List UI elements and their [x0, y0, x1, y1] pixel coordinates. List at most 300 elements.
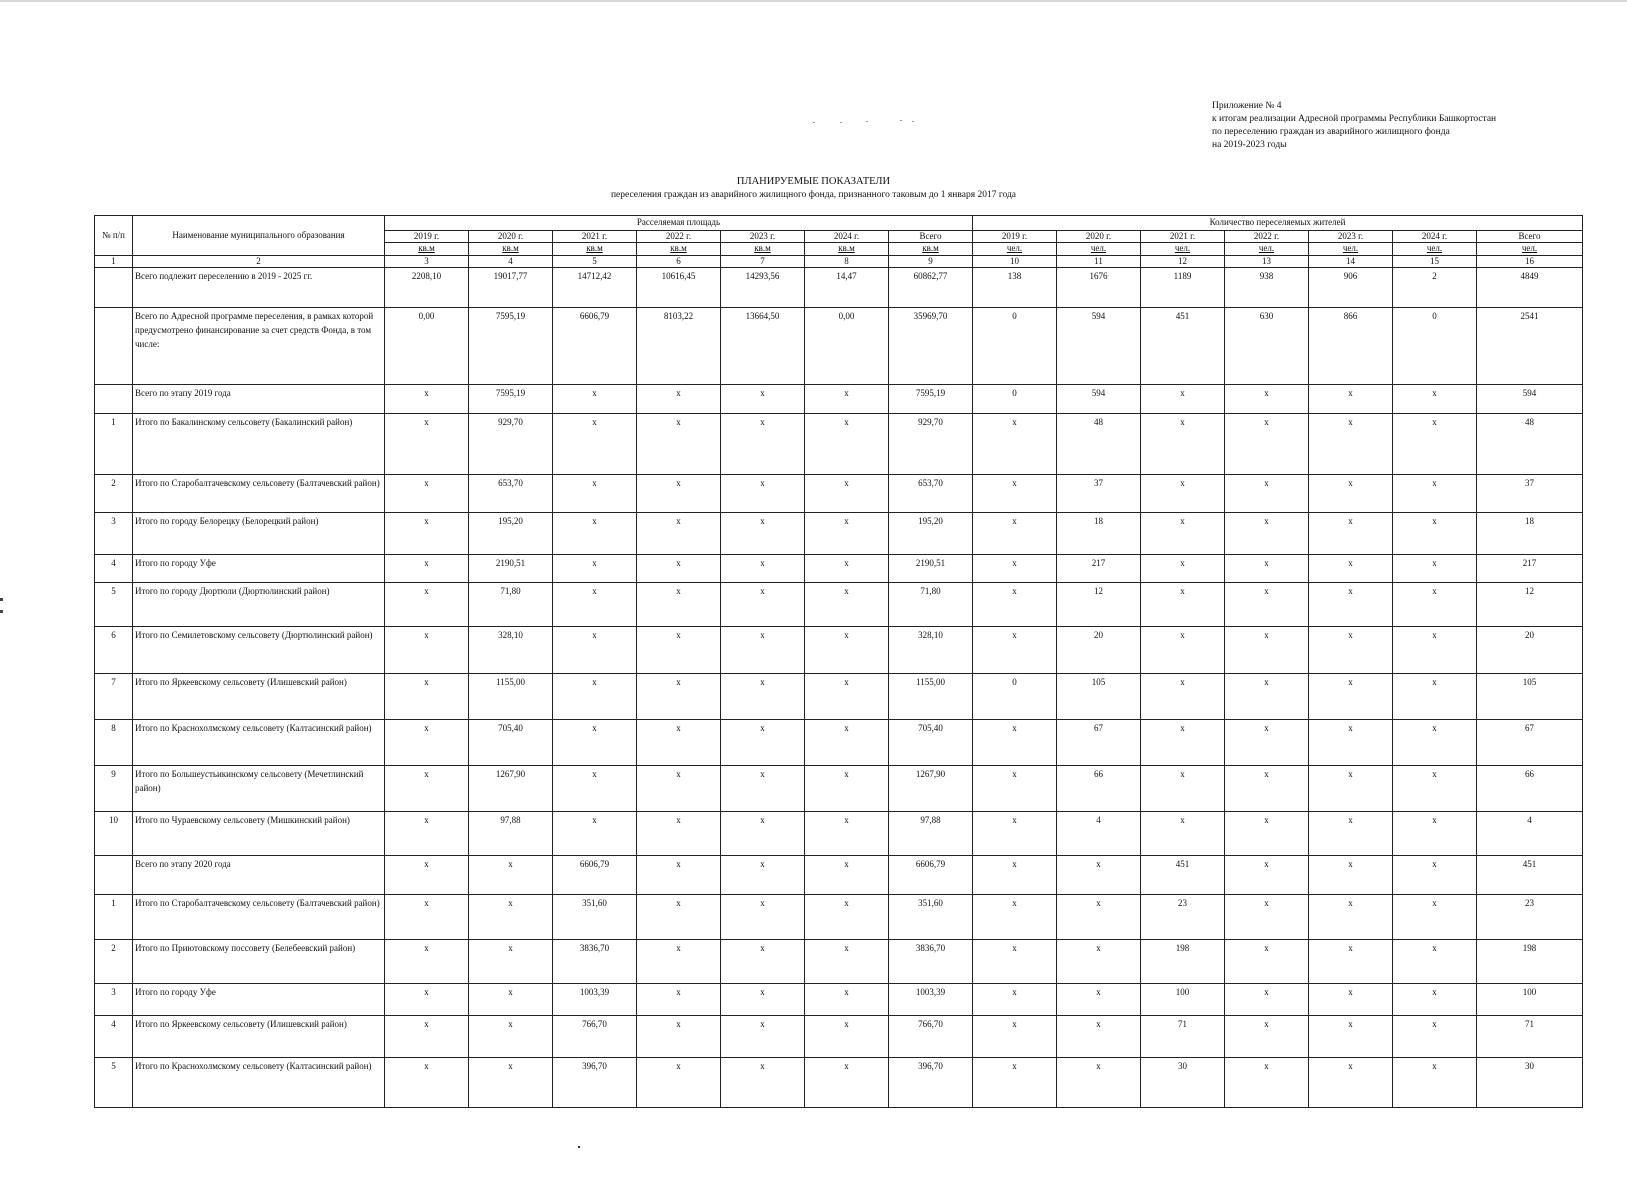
municipality-name: Всего по этапу 2019 года: [133, 384, 385, 413]
people-value-cell: 594: [1477, 384, 1583, 413]
people-value-cell: 18: [1057, 513, 1141, 555]
area-value-cell: х: [385, 765, 469, 811]
people-value-cell: 451: [1141, 307, 1225, 384]
municipality-name: Итого по Краснохолмскому сельсовету (Калтасинский район): [133, 719, 385, 765]
area-value-cell: х: [385, 474, 469, 513]
people-value-cell: 67: [1477, 719, 1583, 765]
area-unit-header: кв.м: [889, 243, 973, 256]
people-value-cell: х: [1225, 765, 1309, 811]
row-number: 2: [95, 939, 133, 983]
people-value-cell: х: [1141, 719, 1225, 765]
people-unit-header: чел.: [1141, 243, 1225, 256]
area-value-cell: х: [469, 939, 553, 983]
area-value-cell: х: [553, 474, 637, 513]
row-number: 10: [95, 811, 133, 856]
people-value-cell: х: [1309, 1057, 1393, 1107]
area-value-cell: х: [637, 474, 721, 513]
area-value-cell: х: [637, 1016, 721, 1058]
area-value-cell: х: [805, 1057, 889, 1107]
people-value-cell: х: [1057, 895, 1141, 940]
area-value-cell: х: [385, 811, 469, 856]
people-year-header: 2024 г.: [1393, 230, 1477, 243]
document-subtitle: переселения граждан из аварийного жилищного фонда, признанного таковым до 1 января 2017 года: [610, 190, 1017, 200]
area-value-cell: х: [721, 384, 805, 413]
area-value-cell: 1155,00: [469, 673, 553, 719]
area-value-cell: х: [721, 474, 805, 513]
column-number: 8: [805, 255, 889, 268]
column-number: 4: [469, 255, 553, 268]
municipality-name: Итого по Бакалинскому сельсовету (Бакалинский район): [133, 414, 385, 475]
people-value-cell: х: [973, 983, 1057, 1015]
people-value-cell: х: [1225, 384, 1309, 413]
people-value-cell: х: [1225, 554, 1309, 582]
area-value-cell: 6606,79: [553, 856, 637, 895]
people-value-cell: х: [1225, 583, 1309, 627]
people-value-cell: 1676: [1057, 268, 1141, 308]
people-value-cell: х: [1225, 513, 1309, 555]
people-value-cell: 100: [1141, 983, 1225, 1015]
area-value-cell: х: [721, 939, 805, 983]
area-value-cell: х: [637, 939, 721, 983]
people-value-cell: х: [1393, 983, 1477, 1015]
area-value-cell: х: [469, 1057, 553, 1107]
area-value-cell: х: [553, 719, 637, 765]
area-value-cell: 35969,70: [889, 307, 973, 384]
people-value-cell: 12: [1477, 583, 1583, 627]
municipality-name: Итого по Краснохолмскому сельсовету (Калтасинский район): [133, 1057, 385, 1107]
people-value-cell: х: [1057, 1057, 1141, 1107]
header-row: [95, 216, 1583, 231]
people-value-cell: 451: [1141, 856, 1225, 895]
area-value-cell: 1267,90: [889, 765, 973, 811]
appendix-line: к итогам реализации Адресной программы Республики Башкортостан: [1212, 114, 1497, 124]
people-value-cell: х: [1393, 513, 1477, 555]
area-value-cell: х: [721, 811, 805, 856]
area-year-header: 2019 г.: [385, 230, 469, 243]
area-value-cell: х: [469, 983, 553, 1015]
people-unit-header: чел.: [1057, 243, 1141, 256]
people-value-cell: х: [1141, 583, 1225, 627]
people-value-cell: 938: [1225, 268, 1309, 308]
people-value-cell: 594: [1057, 384, 1141, 413]
people-value-cell: 30: [1141, 1057, 1225, 1107]
scan-speck: [813, 122, 815, 123]
municipality-name: Итого по Яркеевскому сельсовету (Илишевский район): [133, 673, 385, 719]
municipality-name: Итого по Приютовскому поссовету (Белебеевский район): [133, 939, 385, 983]
people-year-header: 2019 г.: [973, 230, 1057, 243]
area-value-cell: х: [805, 765, 889, 811]
area-value-cell: х: [637, 554, 721, 582]
people-value-cell: 1189: [1141, 268, 1225, 308]
people-value-cell: х: [1225, 939, 1309, 983]
row-number: 4: [95, 554, 133, 582]
people-value-cell: 37: [1057, 474, 1141, 513]
area-value-cell: х: [637, 1057, 721, 1107]
people-value-cell: 20: [1477, 626, 1583, 673]
people-value-cell: х: [973, 765, 1057, 811]
people-value-cell: 0: [973, 673, 1057, 719]
people-value-cell: 138: [973, 268, 1057, 308]
people-value-cell: х: [1141, 811, 1225, 856]
area-value-cell: х: [385, 513, 469, 555]
table-row: [95, 414, 1583, 475]
table-row: [95, 1057, 1583, 1107]
people-value-cell: х: [1141, 554, 1225, 582]
scan-speck: [912, 121, 914, 122]
people-value-cell: 0: [973, 307, 1057, 384]
area-value-cell: х: [637, 513, 721, 555]
people-value-cell: 906: [1309, 268, 1393, 308]
area-value-cell: х: [805, 939, 889, 983]
people-value-cell: 48: [1057, 414, 1141, 475]
area-value-cell: 7595,19: [889, 384, 973, 413]
people-year-header: 2023 г.: [1309, 230, 1393, 243]
area-value-cell: х: [469, 856, 553, 895]
municipality-name: Всего по этапу 2020 года: [133, 856, 385, 895]
people-value-cell: х: [1309, 384, 1393, 413]
area-value-cell: х: [637, 719, 721, 765]
people-value-cell: х: [1309, 939, 1393, 983]
people-value-cell: х: [973, 1057, 1057, 1107]
area-value-cell: х: [721, 414, 805, 475]
row-number: 8: [95, 719, 133, 765]
column-number: 2: [133, 255, 385, 268]
people-year-header: 2022 г.: [1225, 230, 1309, 243]
table-row: [95, 673, 1583, 719]
column-number: 12: [1141, 255, 1225, 268]
people-value-cell: х: [973, 474, 1057, 513]
people-value-cell: 23: [1477, 895, 1583, 940]
area-value-cell: х: [805, 811, 889, 856]
people-value-cell: х: [1309, 895, 1393, 940]
people-value-cell: 71: [1477, 1016, 1583, 1058]
column-number: 1: [95, 255, 133, 268]
area-value-cell: х: [553, 626, 637, 673]
area-value-cell: х: [553, 414, 637, 475]
people-value-cell: 594: [1057, 307, 1141, 384]
municipality-name: Итого по Яркеевскому сельсовету (Илишевский район): [133, 1016, 385, 1058]
area-value-cell: 0,00: [805, 307, 889, 384]
people-value-cell: 48: [1477, 414, 1583, 475]
people-year-header: 2020 г.: [1057, 230, 1141, 243]
area-value-cell: 10616,45: [637, 268, 721, 308]
row-number: 3: [95, 513, 133, 555]
area-value-cell: 2190,51: [889, 554, 973, 582]
row-number: 7: [95, 673, 133, 719]
people-value-cell: х: [973, 719, 1057, 765]
column-number: 14: [1309, 255, 1393, 268]
people-value-cell: х: [973, 895, 1057, 940]
area-unit-header: кв.м: [469, 243, 553, 256]
area-value-cell: х: [805, 554, 889, 582]
indicators-table: [94, 215, 1583, 1108]
area-unit-header: кв.м: [721, 243, 805, 256]
area-value-cell: 71,80: [469, 583, 553, 627]
row-number: 1: [95, 895, 133, 940]
area-value-cell: 195,20: [889, 513, 973, 555]
area-value-cell: х: [721, 1057, 805, 1107]
area-value-cell: х: [385, 673, 469, 719]
people-value-cell: х: [1225, 474, 1309, 513]
people-unit-header: чел.: [1309, 243, 1393, 256]
row-number: 1: [95, 414, 133, 475]
area-value-cell: х: [721, 554, 805, 582]
people-value-cell: х: [1393, 895, 1477, 940]
people-unit-header: чел.: [973, 243, 1057, 256]
area-value-cell: 396,70: [889, 1057, 973, 1107]
area-value-cell: 2190,51: [469, 554, 553, 582]
table-row: [95, 983, 1583, 1015]
people-value-cell: х: [1225, 673, 1309, 719]
people-value-cell: х: [1309, 765, 1393, 811]
people-value-cell: х: [1141, 673, 1225, 719]
area-value-cell: х: [469, 1016, 553, 1058]
people-value-cell: 30: [1477, 1057, 1583, 1107]
people-value-cell: 2: [1393, 268, 1477, 308]
table-row: [95, 626, 1583, 673]
people-value-cell: 630: [1225, 307, 1309, 384]
people-year-header: 2021 г.: [1141, 230, 1225, 243]
people-value-cell: х: [1141, 626, 1225, 673]
table-row: [95, 268, 1583, 308]
area-value-cell: х: [805, 583, 889, 627]
table-row: [95, 1016, 1583, 1058]
area-value-cell: х: [385, 414, 469, 475]
row-number: [95, 384, 133, 413]
area-year-header: 2023 г.: [721, 230, 805, 243]
area-value-cell: х: [805, 513, 889, 555]
area-value-cell: х: [637, 811, 721, 856]
area-value-cell: х: [721, 856, 805, 895]
num-header: № п/п: [95, 216, 133, 256]
people-value-cell: х: [1309, 414, 1393, 475]
area-value-cell: х: [553, 673, 637, 719]
area-value-cell: х: [385, 626, 469, 673]
people-value-cell: х: [1393, 719, 1477, 765]
people-value-cell: 67: [1057, 719, 1141, 765]
area-value-cell: х: [553, 811, 637, 856]
area-value-cell: 1003,39: [553, 983, 637, 1015]
people-value-cell: 4849: [1477, 268, 1583, 308]
row-number: 3: [95, 983, 133, 1015]
people-value-cell: х: [1393, 583, 1477, 627]
area-value-cell: х: [553, 384, 637, 413]
people-value-cell: х: [1309, 811, 1393, 856]
area-value-cell: х: [637, 414, 721, 475]
municipality-name: Итого по городу Уфе: [133, 554, 385, 582]
scan-speck: [840, 122, 842, 123]
people-unit-header: чел.: [1225, 243, 1309, 256]
people-value-cell: 217: [1057, 554, 1141, 582]
area-value-cell: 351,60: [889, 895, 973, 940]
people-value-cell: х: [973, 626, 1057, 673]
municipality-name: Итого по Старобалтачевскому сельсовету (Балтачевский район): [133, 895, 385, 940]
people-value-cell: 217: [1477, 554, 1583, 582]
people-value-cell: х: [1057, 856, 1141, 895]
people-value-cell: х: [1225, 983, 1309, 1015]
people-value-cell: х: [1225, 895, 1309, 940]
table-row: [95, 554, 1583, 582]
municipality-name: Итого по городу Уфе: [133, 983, 385, 1015]
area-value-cell: х: [637, 983, 721, 1015]
people-value-cell: х: [1393, 765, 1477, 811]
area-value-cell: х: [721, 719, 805, 765]
area-value-cell: 653,70: [889, 474, 973, 513]
municipality-name: Итого по городу Белорецку (Белорецкий район): [133, 513, 385, 555]
people-value-cell: х: [973, 856, 1057, 895]
people-value-cell: х: [1393, 384, 1477, 413]
people-value-cell: х: [1225, 1016, 1309, 1058]
row-number: 4: [95, 1016, 133, 1058]
people-value-cell: х: [1309, 626, 1393, 673]
column-numbers-row: [95, 255, 1583, 268]
municipality-name: Всего по Адресной программе переселения, в рамках которой предусмотрено финансирование за счет средств Фонда, в том числе:: [133, 307, 385, 384]
appendix-note: [1212, 100, 1612, 152]
area-value-cell: 2208,10: [385, 268, 469, 308]
municipality-name: Итого по Семилетовскому сельсовету (Дюртюлинский район): [133, 626, 385, 673]
column-number: 3: [385, 255, 469, 268]
area-value-cell: х: [637, 856, 721, 895]
area-unit-header: кв.м: [637, 243, 721, 256]
people-value-cell: х: [973, 554, 1057, 582]
table-row: [95, 307, 1583, 384]
people-value-cell: х: [1057, 983, 1141, 1015]
people-value-cell: х: [1141, 414, 1225, 475]
people-value-cell: 12: [1057, 583, 1141, 627]
people-value-cell: х: [1141, 384, 1225, 413]
people-value-cell: 105: [1477, 673, 1583, 719]
appendix-line: Приложение № 4: [1212, 101, 1282, 111]
people-value-cell: х: [1393, 673, 1477, 719]
area-value-cell: 653,70: [469, 474, 553, 513]
column-number: 16: [1477, 255, 1583, 268]
area-value-cell: х: [805, 673, 889, 719]
column-number: 11: [1057, 255, 1141, 268]
area-unit-header: кв.м: [805, 243, 889, 256]
document-title: ПЛАНИРУЕМЫЕ ПОКАЗАТЕЛИ: [736, 176, 891, 187]
area-value-cell: 7595,19: [469, 384, 553, 413]
column-number: 7: [721, 255, 805, 268]
scan-mark: [0, 610, 3, 613]
people-value-cell: х: [1309, 554, 1393, 582]
people-value-cell: х: [1225, 811, 1309, 856]
area-value-cell: х: [721, 673, 805, 719]
people-value-cell: х: [1309, 513, 1393, 555]
area-value-cell: х: [553, 513, 637, 555]
area-value-cell: 328,10: [469, 626, 553, 673]
column-number: 9: [889, 255, 973, 268]
people-value-cell: х: [1225, 719, 1309, 765]
area-value-cell: х: [385, 583, 469, 627]
people-value-cell: 37: [1477, 474, 1583, 513]
area-value-cell: 351,60: [553, 895, 637, 940]
area-value-cell: х: [721, 765, 805, 811]
area-value-cell: х: [721, 626, 805, 673]
people-value-cell: х: [1393, 811, 1477, 856]
people-value-cell: х: [1225, 414, 1309, 475]
people-value-cell: х: [973, 583, 1057, 627]
area-value-cell: 14293,56: [721, 268, 805, 308]
area-value-cell: 0,00: [385, 307, 469, 384]
scan-speck: [866, 121, 868, 122]
municipality-name: Всего подлежит переселению в 2019 - 2025 гг.: [133, 268, 385, 308]
area-value-cell: 929,70: [889, 414, 973, 475]
area-value-cell: х: [805, 626, 889, 673]
people-value-cell: х: [1393, 414, 1477, 475]
row-number: [95, 268, 133, 308]
table-row: [95, 856, 1583, 895]
people-group-header: Количество переселяемых жителей: [973, 216, 1583, 231]
area-year-header: 2021 г.: [553, 230, 637, 243]
people-value-cell: х: [973, 513, 1057, 555]
area-group-header: Расселяемая площадь: [385, 216, 973, 231]
area-value-cell: 60862,77: [889, 268, 973, 308]
people-value-cell: 2541: [1477, 307, 1583, 384]
area-value-cell: х: [805, 719, 889, 765]
people-value-cell: х: [1141, 513, 1225, 555]
area-value-cell: 1155,00: [889, 673, 973, 719]
area-value-cell: 1267,90: [469, 765, 553, 811]
table-row: [95, 811, 1583, 856]
area-year-header: 2022 г.: [637, 230, 721, 243]
people-value-cell: 0: [1393, 307, 1477, 384]
people-value-cell: х: [973, 811, 1057, 856]
people-value-cell: 100: [1477, 983, 1583, 1015]
people-value-cell: х: [1309, 719, 1393, 765]
municipality-name: Итого по Старобалтачевскому сельсовету (Балтачевский район): [133, 474, 385, 513]
area-value-cell: х: [637, 583, 721, 627]
area-value-cell: х: [805, 856, 889, 895]
people-value-cell: 4: [1477, 811, 1583, 856]
people-value-cell: х: [1225, 626, 1309, 673]
table-row: [95, 765, 1583, 811]
table-row: [95, 895, 1583, 940]
people-value-cell: 0: [973, 384, 1057, 413]
area-value-cell: 705,40: [469, 719, 553, 765]
area-value-cell: х: [805, 895, 889, 940]
people-unit-header: чел.: [1393, 243, 1477, 256]
municipality-name: Итого по Большеустьикинскому сельсовету (Мечетлинский район): [133, 765, 385, 811]
area-value-cell: 929,70: [469, 414, 553, 475]
scan-top-edge: [0, 0, 1627, 2]
people-value-cell: х: [1057, 1016, 1141, 1058]
people-value-cell: х: [1309, 983, 1393, 1015]
area-value-cell: х: [637, 384, 721, 413]
area-value-cell: 1003,39: [889, 983, 973, 1015]
area-value-cell: 97,88: [469, 811, 553, 856]
area-value-cell: 195,20: [469, 513, 553, 555]
people-value-cell: 18: [1477, 513, 1583, 555]
people-value-cell: х: [1393, 1057, 1477, 1107]
people-value-cell: х: [1141, 765, 1225, 811]
area-value-cell: х: [805, 384, 889, 413]
people-value-cell: 23: [1141, 895, 1225, 940]
area-value-cell: х: [637, 765, 721, 811]
column-number: 13: [1225, 255, 1309, 268]
row-number: [95, 307, 133, 384]
area-value-cell: х: [721, 513, 805, 555]
people-value-cell: х: [973, 414, 1057, 475]
people-value-cell: х: [1141, 474, 1225, 513]
row-number: 2: [95, 474, 133, 513]
area-value-cell: х: [553, 583, 637, 627]
column-number: 10: [973, 255, 1057, 268]
area-value-cell: х: [805, 983, 889, 1015]
area-year-header: 2024 г.: [805, 230, 889, 243]
area-value-cell: 71,80: [889, 583, 973, 627]
people-value-cell: х: [1309, 673, 1393, 719]
column-number: 5: [553, 255, 637, 268]
